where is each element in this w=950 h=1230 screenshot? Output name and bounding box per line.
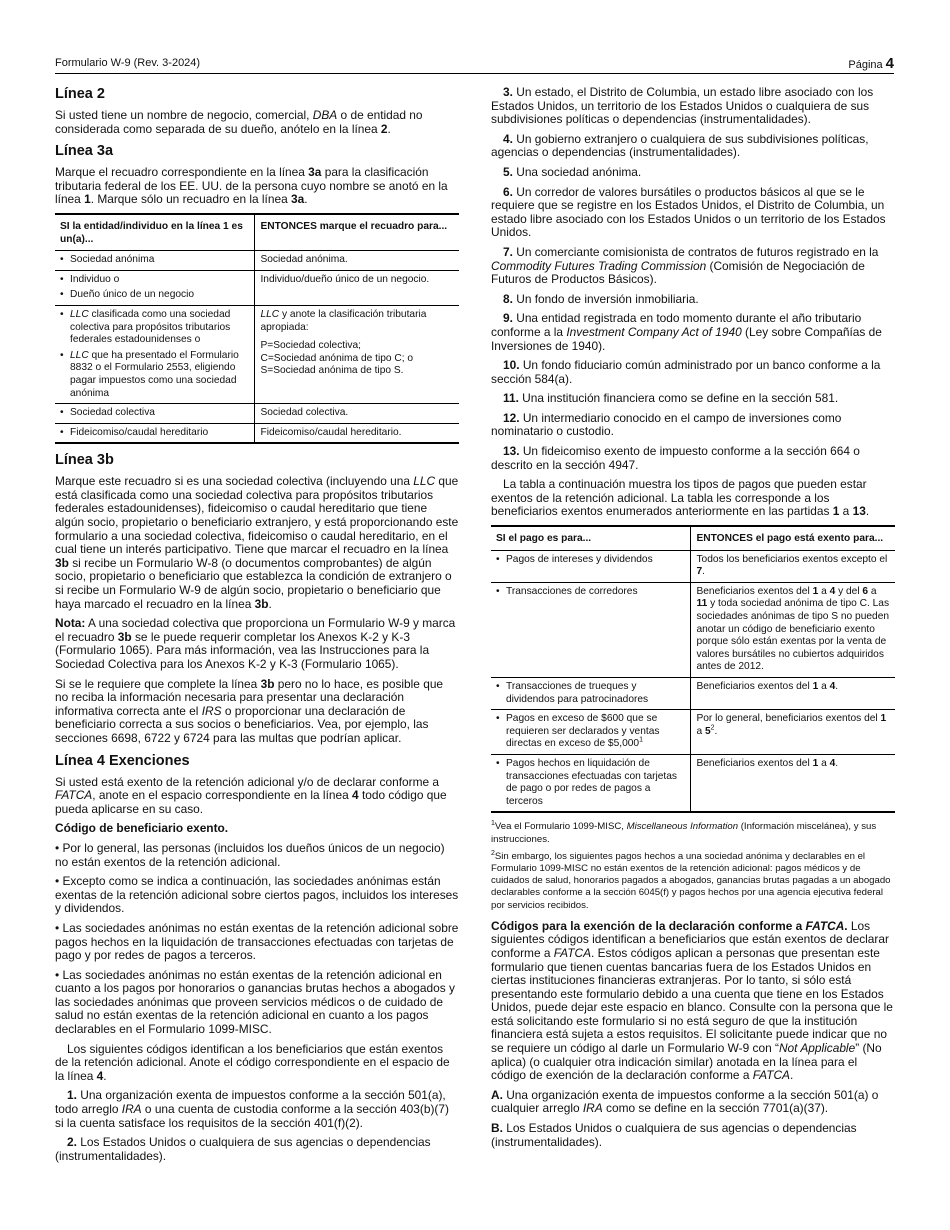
- form-identifier: Formulario W-9 (Rev. 3-2024): [55, 57, 201, 69]
- list-item-A: A. Una organización exenta de impuestos conforme a la sección 501(a) o cualquier arreglo IRA como se define en la sección 7701(a)(37).: [491, 1087, 879, 1116]
- table-row: • Pagos en exceso de $600 que se requieren ser declarados y ventas directas en exceso de $5,000$^1$ Por lo general, beneficiarios exentos del 1 a $5^2$.: [491, 710, 895, 755]
- table-header-row: [491, 526, 895, 550]
- table-header: ENTONCES marque el recuadro para...: [255, 214, 459, 251]
- table-row: • Sociedad anónima Sociedad anónima.: [55, 251, 459, 271]
- paragraph-table-intro: La tabla a continuación muestra los tipos de pagos que pueden estar exentos de la retención adicional. La tabla les corresponde a los beneficiarios exentos enumerados anteriormente en las partidas 1 a 13.: [491, 477, 870, 519]
- heading-linea-3a: Línea 3a: [55, 143, 114, 160]
- bullet-paragraph: • Las sociedades anónimas no están exentas de la retención adicional en cuanto a los pagos por honorarios o ganancias brutas hechos a abogados y las sociedades anónimas que proveen servicios médicos o de cuidado de salud no están exentas de la retención adicional en cuanto a los pagos declarables en el Formulario 1099-MISC.: [55, 967, 455, 1037]
- list-item-5: 5. Una sociedad anónima.: [503, 164, 642, 179]
- list-item-10: 10. Un fondo fiduciario común administrado por un banco conforme a la sección 584(a).: [491, 358, 881, 386]
- classification-table: [55, 213, 459, 444]
- heading-linea-3b: Línea 3b: [55, 452, 114, 469]
- list-item-11: 11. Una institución financiera como se define en la sección 581.: [503, 391, 839, 406]
- table-row: • Individuo o • Dueño único de un negocio Individuo/dueño único de un negocio.: [55, 270, 459, 305]
- left-column: [55, 86, 459, 1169]
- bullet-paragraph: • Por lo general, las personas (incluidos los dueños únicos de un negocio) no están exentos de la retención adicional.: [55, 840, 445, 869]
- list-item-8: 8. Un fondo de inversión inmobiliaria.: [503, 291, 699, 306]
- table-row: • Pagos de intereses y dividendos Todos los beneficiarios exentos excepto el 7.: [491, 550, 895, 582]
- footnote-1: $^1$Vea el Formulario 1099-MISC, Miscellaneous Information (Información misceláneа), y sus instrucciones.: [491, 820, 877, 845]
- list-item-3: 3. Un estado, el Distrito de Columbia, un estado libre asociado con los Estados Unidos, un territorio de los Estados Unidos o cualquiera de sus subdivisiones políticas o dependencias (instrumentalidades).: [491, 85, 874, 127]
- list-item-12: 12. Un intermediario conocido en el campo de inversiones como nominatario o custodio.: [491, 410, 842, 439]
- paragraph-linea-4: Si usted está exento de la retención adicional y/o de declarar conforme a FATCA, anote en el espacio correspondiente en la línea 4 todo código que pueda aplicarse en su caso.: [55, 774, 447, 816]
- table-header: ENTONCES el pago está exento para...: [691, 526, 895, 550]
- table-row: • Transacciones de corredores Beneficiarios exentos del 1 a 4 y del 6 a 11 y toda sociedad anónima de tipo C. Las sociedades anónimas de tipo S no pueden anotar un código de beneficiario exento porque sólo están exentas por la venta de valores bursátiles no cubiertos adquiridos antes de 2012.: [491, 582, 895, 677]
- payments-exemption-table: [491, 525, 895, 813]
- list-item-B: B. Los Estados Unidos o cualquiera de sus agencias o dependencias (instrumentalidades).: [491, 1121, 857, 1149]
- paragraph-linea-3a: Marque el recuadro correspondiente en la línea 3a para la clasificación tributaria federal de los EE. UU. de la persona cuyo nombre se anotó en la línea 1. Marque sólo un recuadro en la línea 3a.: [55, 165, 448, 207]
- table-row: • Fideicomiso/caudal hereditario Fideicomiso/caudal hereditario.: [55, 423, 459, 443]
- paragraph-linea-3b-penalties: Si se le requiere que complete la línea 3b pero no lo hace, es posible que no reciba la información necesaria para presentar una declaración informativa correcta ante el IRS o proporcionar una declaración de beneficiario correcta a sus socios o beneficiarios. Vea, por ejemplo, las secciones 6698, 6722 y 6724 para las multas que podrían aplicar.: [55, 676, 444, 745]
- page-number: Página 4: [848, 55, 894, 72]
- table-row: • Pagos hechos en liquidación de transacciones efectuadas con tarjetas de pago o por redes de pagos a terceros Beneficiarios exentos del 1 a 4.: [491, 754, 895, 812]
- list-item-13: 13. Un fideicomiso exento de impuesto conforme a la sección 664 o descrito en la sección 4947.: [491, 444, 860, 472]
- list-item-6: 6. Un corredor de valores bursátiles o productos básicos al que se le requiere que se registre en los Estados Unidos, el Distrito de Columbia, un estado libre asociado con los Estados Unidos o un territorio de los Estados Unidos.: [491, 184, 886, 240]
- table-row: • LLC clasificada como una sociedad colectiva para propósitos tributarios federales estadounidenses o • LLC que ha presentado el Formulario 8832 o el Formulario 2553, eligiendo pagar impuestos como una sociedad anónima LLC y anote la clasificación tributaria apropiada: P=Sociedad colectiva; C=Sociedad anónima de tipo C; o S=Sociedad anónima de tipo S.: [55, 305, 459, 403]
- paragraph-fatca-codes: Códigos para la exención de la declaración conforme a FATCA. Los siguientes códigos identifican a beneficiarios que están exentos de declarar conforme a FATCA. Estos códigos aplican a personas que presentan este formulario que tienen cuentas bancarias fuera de los Estados Unidos en ciertas instituciones financieras extranjeras. Por lo tanto, si sólo está presentando este formulario debido a una cuenta que tiene en los Estados Unidos, puede dejar este espacio en blanco. Consulte con la persona que le está solicitando este formulario si no está seguro de que la institución financiera está sujeta a estos requisitos. El solicitante puede indicar que no se requiere un código al darle un Formulario W-9 con “Not Applicable” (No aplica) (o cualquier otra indicación similar) anotada en la línea para el código de exención de la declaración conforme a FATCA.: [491, 918, 893, 1083]
- list-item-9: 9. Una entidad registrada en todo momento durante el año tributario conforme a la Investment Company Act of 1940 (Ley sobre Compañías de Inversiones de 1940).: [491, 311, 882, 353]
- list-item-4: 4. Un gobierno extranjero o cualquiera de sus subdivisiones políticas, agencias o dependencias (instrumentalidades).: [491, 131, 869, 160]
- right-column: [491, 86, 895, 1155]
- bullet-paragraph: • Las sociedades anónimas no están exentas de la retención adicional sobre pagos hechos en la liquidación de transacciones efectuadas con tarjetas de pago y por redes de pagos a terceros.: [55, 920, 459, 963]
- table-header-row: [55, 214, 459, 251]
- paragraph-linea-2: Si usted tiene un nombre de negocio, comercial, DBA o de entidad no considerada como separada de su dueño, anótelo en la línea 2.: [55, 108, 423, 136]
- heading-linea-4: Línea 4 Exenciones: [55, 752, 190, 769]
- list-item-2: 2. Los Estados Unidos o cualquiera de sus agencias o dependencias (instrumentalidades).: [55, 1135, 431, 1163]
- paragraph-codes-intro: Los siguientes códigos identifican a los beneficiarios que están exentos de la retención adicional. Anote el código correspondiente en el espacio de la línea 4.: [55, 1041, 450, 1083]
- paragraph-nota: Nota: A una sociedad colectiva que proporciona un Formulario W-9 y marca el recuadro 3b se le puede requerir completar los Anexos K-2 y K-3 (Formulario 1065). Para más información, vea las Instrucciones para la Sociedad Colectiva para los Anexos K-2 y K-3 (Formulario 1065).: [55, 616, 456, 671]
- table-header: SI la entidad/individuo en la línea 1 es un(a)...: [55, 214, 255, 251]
- heading-linea-2: Línea 2: [55, 86, 105, 102]
- footnote-2: $^2$Sin embargo, los siguientes pagos hechos a una sociedad anónima y declarables en el Formulario 1099-MISC no están exentos de la retención adicional: pagos médicos y de cuidados de salud, honorarios pagados a abogados, ganancias brutas pagadas a un abogado declarables conforme a la sección 6045(f) y pagos hechos por una agencia ejecutiva federal por servicios recibidos.: [491, 849, 891, 911]
- list-item-1: 1. Una organización exenta de impuestos conforme a la sección 501(a), todo arreglo IRA o una cuenta de custodia conforme a la sección 403(b)(7) si la cuenta satisface los requisitos de la sección 401(f)(2).: [55, 1088, 449, 1130]
- bullet-paragraph: • Excepto como se indica a continuación, las sociedades anónimas están exentas de la retención adicional sobre ciertos pagos, incluidos los intereses y dividendos.: [55, 874, 459, 916]
- page-header: [55, 55, 894, 74]
- subheading-exempt-payee-code: Código de beneficiario exento.: [55, 821, 229, 836]
- list-item-7: 7. Un comerciante comisionista de contratos de futuros registrado en la Commodity Futures Trading Commission (Comisión de Negociación de Futuros de Productos Básicos).: [491, 244, 879, 287]
- paragraph-linea-3b: Marque este recuadro si es una sociedad colectiva (incluyendo una LLC que está clasificada como una sociedad colectiva para propósitos tributarios federales estadounidenses), fideicomiso o caudal hereditario que tiene algún socio, propietario o beneficiario extranjero, y está proporcionando este formulario a una sociedad colectiva, fideicomiso o caudal hereditario, en el cual tiene un interés participativo. Tiene que marcar el recuadro en la línea 3b si recibe un Formulario W-8 (o documentos comprobantes) de algún socio, propietario o beneficiario que establezca la condición de extranjero o si recibe un Formulario W-9 de algún socio, propietario o beneficiario que haya marcado el recuadro en la línea 3b.: [55, 474, 459, 611]
- table-row: • Transacciones de trueques y dividendos para patrocinadores Beneficiarios exentos del 1 a 4.: [491, 677, 895, 709]
- table-header: SI el pago es para...: [491, 526, 691, 550]
- table-row: • Sociedad colectiva Sociedad colectiva.: [55, 404, 459, 424]
